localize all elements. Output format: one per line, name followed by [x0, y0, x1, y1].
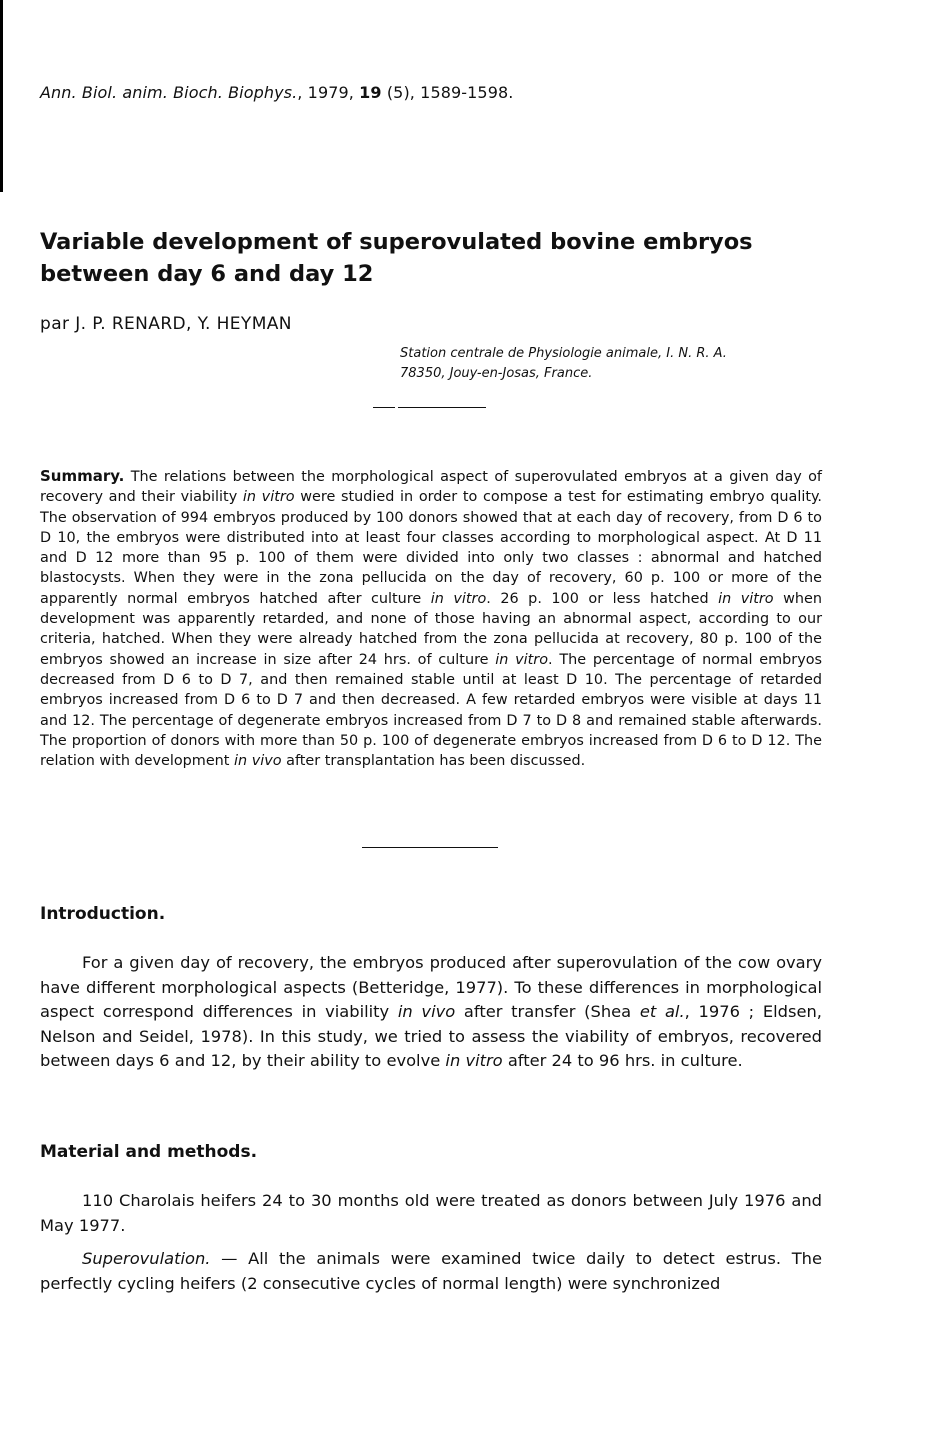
methods-paragraph-2-text: — All the animals were examined twice daily to detect estrus. The perfectly cycling heifers (2 consecutive cycles of normal length) were synchronized: [40, 1249, 822, 1293]
summary-italic-3: in vitro: [718, 590, 774, 607]
summary-italic-1: in vitro: [242, 489, 295, 506]
affiliation: [400, 344, 727, 384]
summary-text-3: . 26 p. 100 or less hatched: [486, 590, 719, 607]
methods-paragraph-2: [40, 1247, 822, 1296]
title-line-1: Variable development of superovulated bovine embryos: [40, 229, 753, 255]
affiliation-line-2: 78350, Jouy-en-Josas, France.: [400, 366, 593, 381]
margin-bar: [0, 0, 3, 192]
summary-italic-5: in vivo: [234, 753, 282, 770]
introduction-heading: Introduction.: [40, 904, 166, 924]
summary-text-2: were studied in order to compose a test for estimating embryo quality. The observation of 994 embryos produced by 100 donors showed that at each day of recovery, from D 6 to D 10, the embryos were distributed into at least four classes according to morphological aspect. At D 11 and D 12 more than 95 p. 100 of them were divided into only two classes : abnormal and hatched blastocysts. When they were in the zona pellucida on the day of recovery, 60 p. 100 or more of the apparently normal embryos hatched after culture: [40, 489, 822, 607]
journal-year: , 1979,: [297, 83, 360, 102]
separator-rule-bottom: [362, 847, 498, 848]
journal-issue-pages: (5), 1589-1598.: [381, 83, 514, 102]
intro-italic-1: in vivo: [397, 1002, 456, 1021]
introduction-paragraph: [40, 951, 822, 1074]
intro-text-4: after 24 to 96 hrs. in culture.: [502, 1051, 743, 1070]
superovulation-label: Superovulation.: [82, 1249, 211, 1268]
summary-label: Summary.: [40, 467, 125, 485]
summary-italic-4: in vitro: [495, 651, 549, 668]
summary-italic-2: in vitro: [430, 590, 487, 607]
article-title: [40, 226, 800, 290]
intro-italic-3: in vitro: [445, 1051, 503, 1070]
summary-text-4: when development was apparently retarded, and none of those having an abnormal aspect, according to our criteria, hatched. When they were already hatched from the zona pellucida at recovery, 80 p. 100 of the embryos showed an increase in size after 24 hrs. of culture: [40, 590, 822, 668]
journal-name: Ann. Biol. anim. Bioch. Biophys.: [40, 83, 298, 102]
intro-text-1: For a given day of recovery, the embryos produced after superovulation of the cow ovary have different morphological aspects (Betteridge, 1977). To these differences in morphological aspect correspond differences in viability: [40, 953, 822, 1021]
authors: par J. P. RENARD, Y. HEYMAN: [40, 314, 292, 334]
summary-abstract: [40, 466, 822, 771]
summary-text-1: The relations between the morphological aspect of superovulated embryos at a given day of recovery and their viability: [40, 469, 822, 506]
methods-paragraph-1: 110 Charolais heifers 24 to 30 months old were treated as donors between July 1976 and May 1977.: [40, 1191, 822, 1235]
methods-heading: Material and methods.: [40, 1142, 258, 1162]
journal-citation: [40, 83, 513, 102]
affiliation-line-1: Station centrale de Physiologie animale, I. N. R. A.: [400, 346, 727, 361]
separator-rule-top: [398, 407, 486, 408]
summary-text-6: after transplantation has been discussed.: [281, 753, 586, 770]
title-line-2: between day 6 and day 12: [40, 261, 374, 287]
intro-italic-2: et al.: [639, 1002, 685, 1021]
separator-rule-short: [373, 407, 395, 408]
intro-text-2: after transfer (Shea: [455, 1002, 640, 1021]
summary-text-5: . The percentage of normal embryos decreased from D 6 to D 7, and then remained stable until at least D 10. The percentage of retarded embryos increased from D 6 to D 7 and then decreased. A few retarded embryos were visible at days 11 and 12. The percentage of degenerate embryos increased from D 7 to D 8 and remained stable afterwards. The proportion of donors with more than 50 p. 100 of degenerate embryos increased from D 6 to D 12. The relation with development: [40, 651, 823, 770]
journal-volume: 19: [359, 83, 382, 102]
intro-text-3: , 1976 ; Eldsen, Nelson and Seidel, 1978). In this study, we tried to assess the viability of embryos, recovered between days 6 and 12, by their ability to evolve: [40, 1002, 822, 1070]
